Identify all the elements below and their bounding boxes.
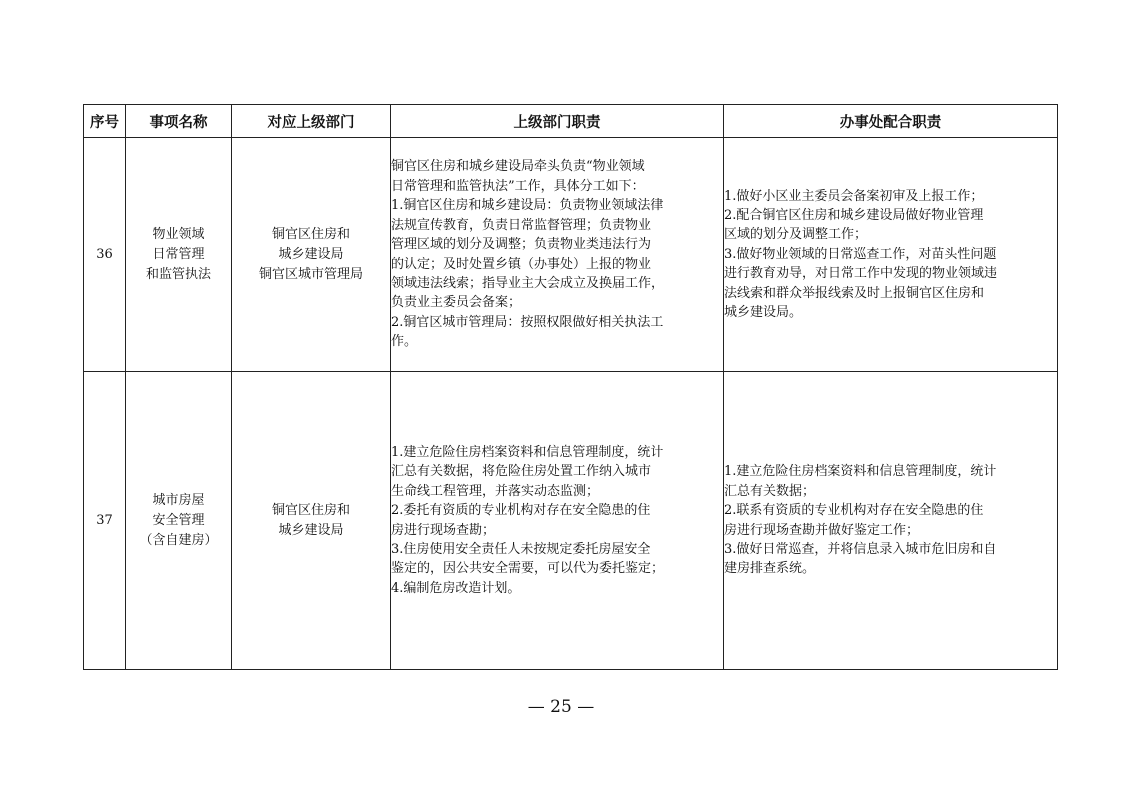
text-line: 进行教育劝导，对日常工作中发现的物业领域违 — [724, 266, 998, 282]
text-line: 3.住房使用安全责任人未按规定委托房屋安全 — [391, 541, 651, 557]
text-line: 负责业主委员会备案； — [391, 295, 522, 311]
text-line: 3.做好物业领域的日常巡查工作，对苗头性问题 — [724, 246, 997, 262]
row-item-name — [126, 138, 232, 372]
text-line: 管理区域的划分及调整；负责物业类违法行为 — [391, 237, 652, 253]
text-line: 铜官区住房和 — [271, 226, 350, 242]
text-line: 区域的划分及调整工作； — [724, 227, 868, 243]
text-line: 铜官区住房和 — [271, 502, 350, 518]
text-line: 鉴定的，因公共安全需要，可以代为委托鉴定； — [391, 561, 665, 577]
text-line: 法规宣传教育，负责日常监督管理；负责物业 — [391, 217, 652, 233]
text-line: 城市房屋 — [152, 492, 205, 508]
text-line: 铜官区城市管理局 — [258, 266, 363, 282]
text-line: 建房排查系统。 — [724, 561, 816, 577]
text-line: 安全管理 — [152, 512, 205, 528]
row-upper-department — [232, 138, 391, 372]
header-office-duties: 办事处配合职责 — [724, 105, 1058, 138]
header-serial-number: 序号 — [84, 105, 126, 138]
duty-table — [83, 104, 1058, 670]
row-office-duties — [724, 138, 1058, 372]
row-item-name — [126, 372, 232, 670]
text-line: 房进行现场查勘并做好鉴定工作； — [724, 522, 920, 538]
text-line: 汇总有关数据，将危险住房处置工作纳入城市 — [391, 464, 652, 480]
text-line: 生命线工程管理，并落实动态监测； — [391, 483, 600, 499]
row-upper-department — [232, 372, 391, 670]
text-line: 法线索和群众举报线索及时上报铜官区住房和 — [724, 285, 985, 301]
row-office-duties — [724, 372, 1058, 670]
table-row — [84, 138, 1058, 372]
text-line: 铜官区住房和城乡建设局牵头负责“物业领域 — [391, 159, 645, 175]
text-line: 2.铜官区城市管理局：按照权限做好相关执法工 — [391, 314, 664, 330]
text-line: 日常管理和监管执法”工作，具体分工如下： — [391, 178, 645, 194]
row-serial-number: 37 — [84, 372, 126, 670]
text-line: 城乡建设局。 — [724, 305, 803, 321]
row-upper-duties — [391, 372, 724, 670]
text-line: 3.做好日常巡查，并将信息录入城市危旧房和自 — [724, 541, 997, 557]
table-row — [84, 372, 1058, 670]
text-line: 领域违法线索；指导业主大会成立及换届工作， — [391, 275, 665, 291]
text-line: 的认定；及时处置乡镇（办事处）上报的物业 — [391, 256, 652, 272]
text-line: 汇总有关数据； — [724, 483, 816, 499]
text-line: 4.编制危房改造计划。 — [391, 580, 521, 596]
row-serial-number: 36 — [84, 138, 126, 372]
text-line: 城乡建设局 — [278, 246, 344, 262]
header-upper-department: 对应上级部门 — [232, 105, 391, 138]
text-line: 1.建立危险住房档案资料和信息管理制度，统计 — [391, 444, 664, 460]
text-line: （含自建房） — [139, 532, 218, 548]
text-line: 房进行现场查勘； — [391, 522, 496, 538]
text-line: 2.配合铜官区住房和城乡建设局做好物业管理 — [724, 207, 984, 223]
page-number: — 25 — — [527, 697, 595, 717]
text-line: 1.建立危险住房档案资料和信息管理制度，统计 — [724, 464, 997, 480]
text-line: 日常管理 — [152, 246, 205, 262]
text-line: 1.铜官区住房和城乡建设局：负责物业领域法律 — [391, 198, 664, 214]
text-line: 物业领域 — [152, 226, 205, 242]
header-upper-duties: 上级部门职责 — [391, 105, 724, 138]
text-line: 2.联系有资质的专业机构对存在安全隐患的住 — [724, 503, 984, 519]
header-item-name: 事项名称 — [126, 105, 232, 138]
text-line: 和监管执法 — [145, 266, 211, 282]
table-header-row — [84, 105, 1058, 138]
text-line: 2.委托有资质的专业机构对存在安全隐患的住 — [391, 503, 651, 519]
text-line: 1.做好小区业主委员会备案初审及上报工作； — [724, 188, 984, 204]
row-upper-duties — [391, 138, 724, 372]
text-line: 作。 — [391, 334, 418, 350]
text-line: 城乡建设局 — [278, 522, 344, 538]
